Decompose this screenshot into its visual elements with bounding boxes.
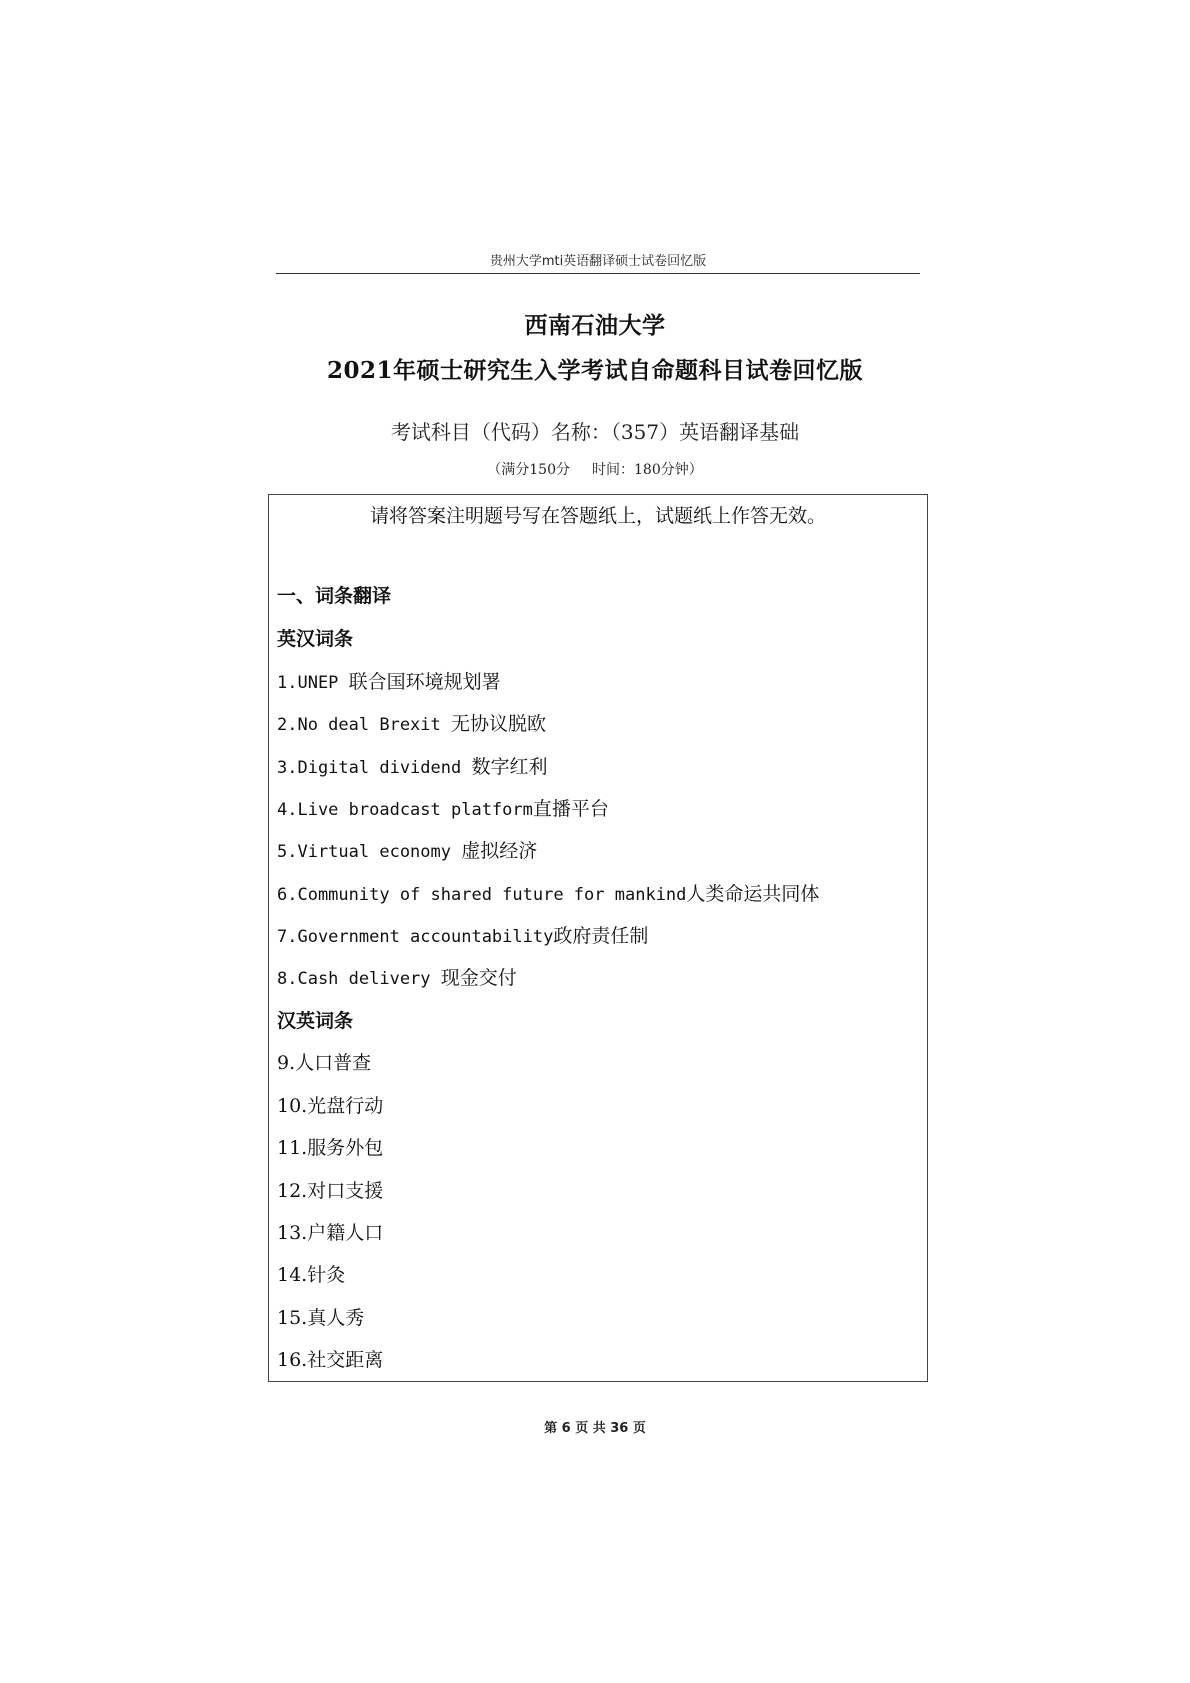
list-item xyxy=(277,752,547,779)
section-title: 一、词条翻译 xyxy=(277,585,392,607)
header-rule xyxy=(276,273,920,274)
list-item xyxy=(277,667,501,694)
full-marks: （满分150分 xyxy=(487,462,570,478)
list-item: 13.户籍人口 xyxy=(277,1222,384,1244)
term-zh: 人类命运共同体 xyxy=(686,883,820,905)
list-item xyxy=(277,963,517,990)
zh-en-heading: 汉英词条 xyxy=(277,1010,354,1032)
list-item xyxy=(277,879,819,906)
term-zh: 直播平台 xyxy=(532,798,609,820)
term-en: 3.Digital dividend xyxy=(277,758,472,778)
exam-question-box xyxy=(268,494,928,1382)
list-item: 14.针灸 xyxy=(277,1264,346,1286)
term-en: 6.Community of shared future for mankind xyxy=(277,885,687,905)
page-number: 第 6 页 共 36 页 xyxy=(544,1421,646,1436)
term-en: 7.Government accountability xyxy=(277,927,554,947)
term-zh: 现金交付 xyxy=(440,967,517,989)
list-item xyxy=(277,836,537,863)
term-en: 8.Cash delivery xyxy=(277,969,441,989)
term-en: 2.No deal Brexit xyxy=(277,715,451,735)
time-limit: 时间：180分钟） xyxy=(592,462,703,478)
list-item: 11.服务外包 xyxy=(277,1137,384,1159)
en-zh-heading: 英汉词条 xyxy=(277,628,354,650)
exam-title: 2021年硕士研究生入学考试自命题科目试卷回忆版 xyxy=(326,357,863,384)
term-en: 5.Virtual economy xyxy=(277,842,462,862)
university-title: 西南石油大学 xyxy=(524,312,666,339)
list-item: 16.社交距离 xyxy=(277,1349,384,1371)
term-zh: 数字红利 xyxy=(471,756,548,778)
term-zh: 无协议脱欧 xyxy=(451,713,547,735)
term-zh: 虚拟经济 xyxy=(461,840,538,862)
list-item: 9.人口普查 xyxy=(277,1052,372,1074)
term-en: 1.UNEP xyxy=(277,673,349,693)
list-item: 12.对口支援 xyxy=(277,1180,384,1202)
term-zh: 政府责任制 xyxy=(553,925,649,947)
list-item xyxy=(277,921,648,948)
list-item xyxy=(277,709,546,736)
list-item xyxy=(277,794,609,821)
running-header: 贵州大学mti英语翻译硕士试卷回忆版 xyxy=(489,254,707,269)
exam-subject: 考试科目（代码）名称：（357）英语翻译基础 xyxy=(390,420,800,444)
list-item: 10.光盘行动 xyxy=(277,1095,384,1117)
list-item: 15.真人秀 xyxy=(277,1307,365,1329)
term-zh: 联合国环境规划署 xyxy=(348,671,501,693)
score-and-time xyxy=(0,459,1190,479)
term-en: 4.Live broadcast platform xyxy=(277,800,533,820)
answer-notice: 请将答案注明题号写在答题纸上，试题纸上作答无效。 xyxy=(369,505,826,527)
